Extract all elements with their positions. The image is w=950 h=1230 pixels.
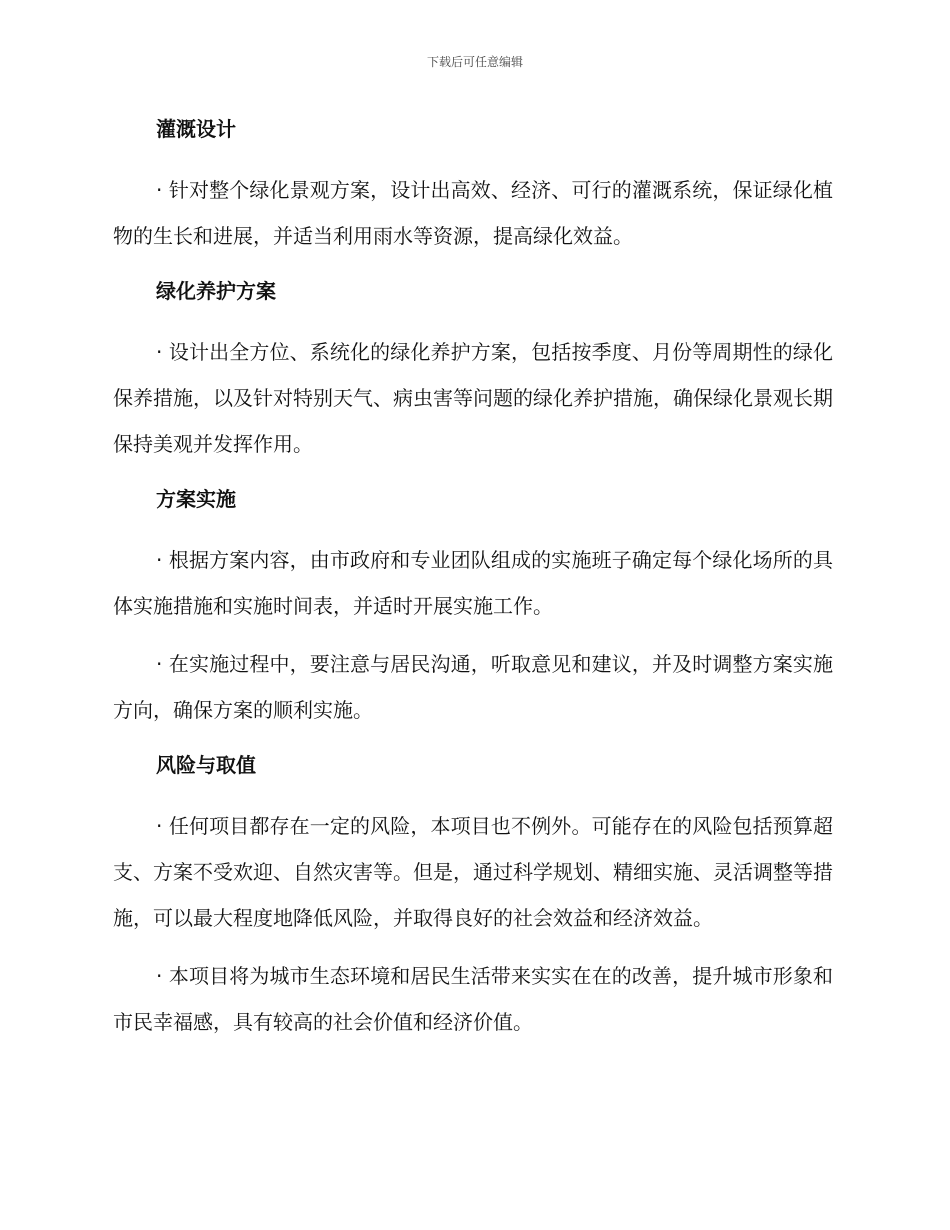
paragraph: · 针对整个绿化景观方案，设计出高效、经济、可行的灌溉系统，保证绿化植物的生长和进展，并适当利用雨水等资源，提高绿化效益。 <box>113 178 833 248</box>
section-heading: 方案实施 <box>156 487 236 511</box>
paragraph: · 任何项目都存在一定的风险，本项目也不例外。可能存在的风险包括预算超支、方案不受欢迎、自然灾害等。但是，通过科学规划、精细实施、灵活调整等措施，可以最大程度地降低风险，并取得良好的社会效益和经济效益。 <box>113 814 833 930</box>
section-irrigation-design <box>113 109 833 259</box>
paragraph: · 设计出全方位、系统化的绿化养护方案，包括按季度、月份等周期性的绿化保养措施，以及针对特别天气、病虫害等问题的绿化养护措施，确保绿化景观长期保持美观并发挥作用。 <box>113 340 833 456</box>
section-heading: 灌溉设计 <box>156 117 236 141</box>
paragraph: · 根据方案内容，由市政府和专业团队组成的实施班子确定每个绿化场所的具体实施措施和实施时间表，并适时开展实施工作。 <box>113 548 833 618</box>
section-heading: 绿化养护方案 <box>156 279 276 303</box>
document-body <box>113 109 833 1057</box>
section-implementation <box>113 479 833 733</box>
paragraph: · 在实施过程中，要注意与居民沟通，听取意见和建议，并及时调整方案实施方向，确保方案的顺利实施。 <box>113 652 833 722</box>
header-note: 下载后可任意编辑 <box>426 55 523 69</box>
section-heading: 风险与取值 <box>156 753 256 777</box>
section-risk-and-value <box>113 745 833 1045</box>
section-greening-maintenance <box>113 271 833 467</box>
paragraph: · 本项目将为城市生态环境和居民生活带来实实在在的改善，提升城市形象和市民幸福感，具有较高的社会价值和经济价值。 <box>113 964 833 1034</box>
